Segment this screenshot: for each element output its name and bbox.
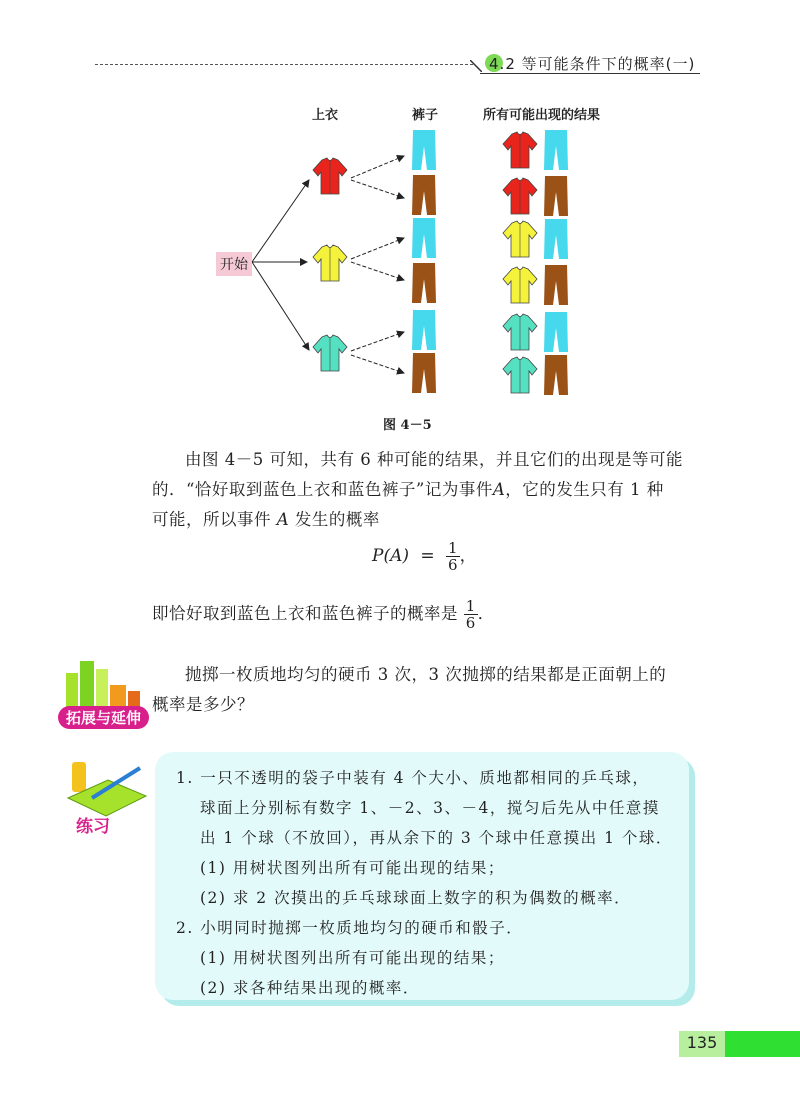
- practice-notebook-icon: [62, 758, 152, 818]
- exercise-1-line3: 出 1 个球（不放回），再从余下的 3 个球中任意摸出 1 个球．: [200, 829, 673, 847]
- shirt-icon: [313, 245, 347, 281]
- shirt-icon: [313, 335, 347, 371]
- exercise-1-sub2: (2) 求 2 次摸出的乒乓球球面上数字的积为偶数的概率．: [200, 889, 632, 907]
- branch-red-to-brown-pants: [351, 180, 404, 198]
- tree-start-label: 开始: [216, 252, 252, 276]
- branch-red-to-blue-pants: [351, 156, 404, 178]
- formula-equals: =: [420, 546, 435, 566]
- para1-line3: 可能，所以事件 A 发生的概率: [152, 510, 380, 529]
- pants-icon: [412, 310, 436, 350]
- pants-icon: [412, 130, 436, 170]
- extension-blocks-icon: [60, 655, 150, 710]
- result-shirt-icon: [503, 178, 537, 214]
- column-header-pants: 裤子: [412, 108, 439, 123]
- pants-icon: [412, 218, 436, 258]
- branch-blue-to-blue-pants: [351, 332, 404, 351]
- exercise-2-sub2: (2) 求各种结果出现的概率．: [200, 979, 420, 997]
- branch-start-shirt-blue: [252, 262, 309, 350]
- paragraph-analysis: [152, 445, 712, 535]
- extension-badge: 拓展与延伸: [58, 706, 149, 729]
- branch-yellow-to-blue-pants: [351, 238, 404, 259]
- conclusion-fraction: $\frac{1}{6}$: [465, 597, 476, 632]
- exercise-1-line2: 球面上分别标有数字 1、－2、3、－4，搅匀后先从中任意摸: [200, 799, 660, 817]
- result-pants-icon: [544, 130, 568, 170]
- section-title-text: .2 等可能条件下的概率(一): [499, 55, 696, 73]
- result-shirt-icon: [503, 221, 537, 257]
- paragraph-conclusion: 即恰好取到蓝色上衣和蓝色裤子的概率是 $\frac{1}{6}$ ．: [152, 597, 495, 632]
- practice-badge: 练习: [76, 817, 110, 837]
- probability-formula: [372, 540, 477, 573]
- page-number-bar: [725, 1031, 800, 1057]
- exercise-2-line1: 2. 小明同时抛掷一枚质地均匀的硬币和骰子．: [176, 919, 524, 937]
- result-shirt-icon: [503, 267, 537, 303]
- para1-line2: 的．“恰好取到蓝色上衣和蓝色裤子”记为事件A，它的发生只有 1 种: [152, 480, 664, 499]
- pants-icon: [412, 263, 436, 303]
- paragraph-extension-question: 抛掷一枚质地均匀的硬币 3 次，3 次抛掷的结果都是正面朝上的 概率是多少？: [152, 665, 667, 714]
- result-shirt-icon: [503, 357, 537, 393]
- branch-blue-to-brown-pants: [351, 355, 404, 373]
- pants-icon: [412, 175, 436, 215]
- result-pants-icon: [544, 355, 568, 395]
- figure-caption: 图 4－5: [383, 418, 432, 433]
- result-pants-icon: [544, 219, 568, 259]
- formula-tail: ，: [459, 546, 477, 566]
- column-header-shirts: 上衣: [312, 108, 339, 123]
- section-number: 4: [489, 55, 500, 73]
- page-number: 135: [686, 1033, 718, 1052]
- result-shirt-icon: [503, 314, 537, 350]
- shirt-icon: [313, 158, 347, 194]
- result-pants-icon: [544, 312, 568, 352]
- exercise-1-line1: 1. 一只不透明的袋子中装有 4 个大小、质地都相同的乒乓球，: [176, 769, 650, 787]
- pants-icon: [412, 353, 436, 393]
- formula-fraction: $\frac{1}{6}$: [448, 539, 458, 574]
- column-header-results: 所有可能出现的结果: [483, 108, 601, 123]
- result-pants-icon: [544, 176, 568, 216]
- formula-lhs: P(A): [372, 546, 409, 566]
- exercise-2-sub1: (1) 用树状图列出所有可能出现的结果；: [200, 949, 505, 967]
- para1-line1: 由图 4－5 可知，共有 6 种可能的结果，并且它们的出现是等可能: [185, 450, 683, 469]
- branch-yellow-to-brown-pants: [351, 262, 404, 280]
- exercise-1-sub1: (1) 用树状图列出所有可能出现的结果；: [200, 859, 505, 877]
- tree-diagram: [0, 0, 800, 420]
- result-pants-icon: [544, 265, 568, 305]
- result-shirt-icon: [503, 132, 537, 168]
- branch-start-shirt-red: [252, 180, 309, 262]
